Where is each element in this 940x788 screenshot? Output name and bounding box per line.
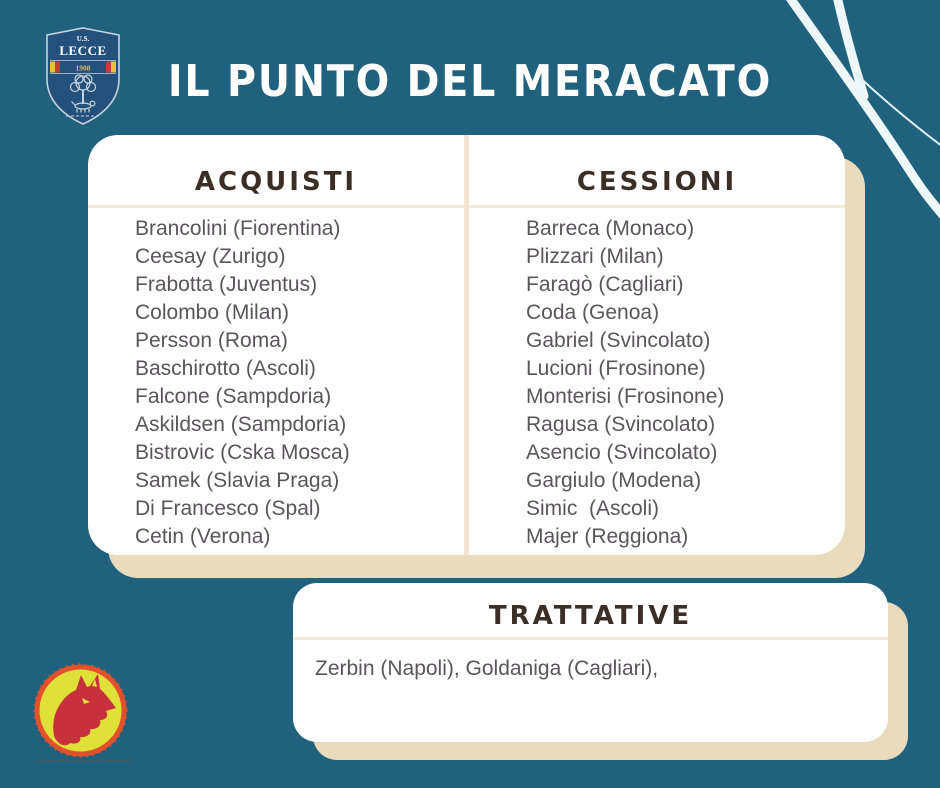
trattative-card [293, 583, 888, 742]
list-item: Simic (Ascoli) [526, 497, 660, 520]
list-item: Askildsen (Sampdoria) [135, 413, 347, 436]
list-item: Gabriel (Svincolato) [526, 329, 711, 352]
list-item: Faragò (Cagliari) [526, 273, 684, 296]
list-item: Monterisi (Frosinone) [526, 385, 725, 408]
list-item: Brancolini (Fiorentina) [135, 217, 341, 240]
list-item: Bistrovic (Cska Mosca) [135, 441, 350, 464]
list-item: Gargiulo (Modena) [526, 469, 702, 492]
list-item: Frabotta (Juventus) [135, 273, 318, 296]
trattative-text: Zerbin (Napoli), Goldaniga (Cagliari), [315, 657, 659, 680]
list-item: Falcone (Sampdoria) [135, 385, 332, 408]
wolf-underline [37, 760, 131, 762]
list-item: Cetin (Verona) [135, 525, 271, 548]
list-item: Coda (Genoa) [526, 301, 660, 324]
trattative-header: TRATTATIVE [488, 601, 693, 631]
crest-year: 1908 [75, 63, 91, 73]
list-item: Ceesay (Zurigo) [135, 245, 286, 268]
list-item: Barreca (Monaco) [526, 217, 695, 240]
acquisti-column [88, 135, 464, 555]
list-item: Colombo (Milan) [135, 301, 290, 324]
list-item: Majer (Reggiona) [526, 525, 689, 548]
crest-top-label: U.S. [76, 35, 90, 43]
list-item: Ragusa (Svincolato) [526, 413, 716, 436]
cessioni-list [469, 208, 845, 551]
page-title: IL PUNTO DEL MERACATO [167, 56, 773, 107]
acquisti-list [88, 208, 464, 551]
market-card [88, 135, 845, 555]
list-item: Samek (Slavia Praga) [135, 469, 340, 492]
cessioni-column [469, 135, 845, 555]
wolf-badge-icon [32, 662, 129, 759]
list-item: Lucioni (Frosinone) [526, 357, 706, 380]
list-item: Baschirotto (Ascoli) [135, 357, 316, 380]
list-item: Di Francesco (Spal) [135, 497, 321, 520]
list-item: Plizzari (Milan) [526, 245, 664, 268]
list-item: Asencio (Svincolato) [526, 441, 718, 464]
list-item: Persson (Roma) [135, 329, 288, 352]
cessioni-header: CESSIONI [576, 167, 738, 197]
crest-club-name: LECCE [59, 43, 107, 58]
acquisti-header: ACQUISTI [194, 167, 358, 197]
